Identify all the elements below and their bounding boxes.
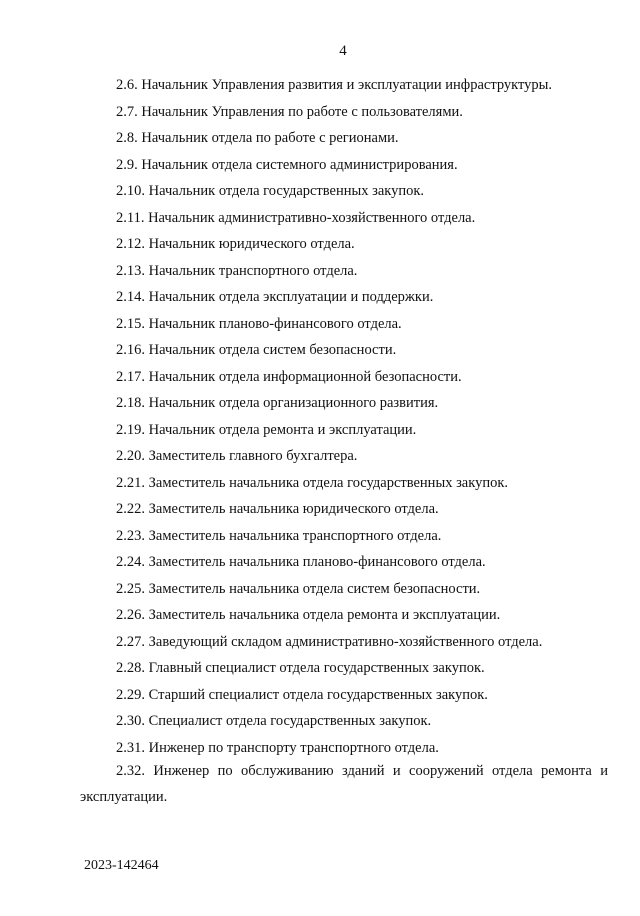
list-item: 2.16. Начальник отдела систем безопасности. — [116, 342, 397, 358]
list-item: 2.18. Начальник отдела организационного развития. — [116, 395, 439, 411]
list-item: 2.32. Инженер по обслуживанию зданий и сооружений отдела ремонта и эксплуатации. — [80, 763, 608, 805]
list-item: 2.11. Начальник административно-хозяйственного отдела. — [116, 209, 476, 226]
list-item: 2.6. Начальник Управления развития и эксплуатации инфраструктуры. — [116, 77, 553, 93]
list-item: 2.20. Заместитель главного бухгалтера. — [116, 448, 358, 464]
list-item: 2.7. Начальник Управления по работе с пользователями. — [116, 103, 463, 120]
list-item: 2.14. Начальник отдела эксплуатации и поддержки. — [116, 289, 434, 305]
document-code: 2023-142464 — [84, 858, 159, 873]
list-item: 2.28. Главный специалист отдела государственных закупок. — [116, 660, 485, 676]
list-item: 2.26. Заместитель начальника отдела ремонта и эксплуатации. — [116, 607, 501, 623]
list-item: 2.15. Начальник планово-финансового отдела. — [116, 315, 402, 332]
list-item: 2.27. Заведующий складом административно-хозяйственного отдела. — [116, 633, 543, 650]
list-item: 2.13. Начальник транспортного отдела. — [116, 262, 358, 279]
list-item: 2.31. Инженер по транспорту транспортного отдела. — [116, 739, 439, 756]
list-item: 2.29. Старший специалист отдела государственных закупок. — [116, 686, 488, 703]
list-item: 2.19. Начальник отдела ремонта и эксплуатации. — [116, 421, 417, 438]
list-item: 2.30. Специалист отдела государственных закупок. — [116, 713, 432, 729]
list-item: 2.23. Заместитель начальника транспортного отдела. — [116, 527, 442, 544]
list-item: 2.22. Заместитель начальника юридического отдела. — [116, 501, 439, 517]
list-item: 2.17. Начальник отдела информационной безопасности. — [116, 368, 462, 385]
page-number: 4 — [339, 43, 347, 59]
list-item: 2.25. Заместитель начальника отдела систем безопасности. — [116, 580, 481, 597]
list-item: 2.9. Начальник отдела системного администрирования. — [116, 156, 458, 173]
list-item: 2.8. Начальник отдела по работе с регионами. — [116, 130, 399, 146]
list-item: 2.24. Заместитель начальника планово-финансового отдела. — [116, 554, 486, 570]
list-item: 2.21. Заместитель начальника отдела государственных закупок. — [116, 474, 508, 491]
list-item: 2.10. Начальник отдела государственных закупок. — [116, 183, 425, 199]
list-item: 2.12. Начальник юридического отдела. — [116, 236, 355, 252]
